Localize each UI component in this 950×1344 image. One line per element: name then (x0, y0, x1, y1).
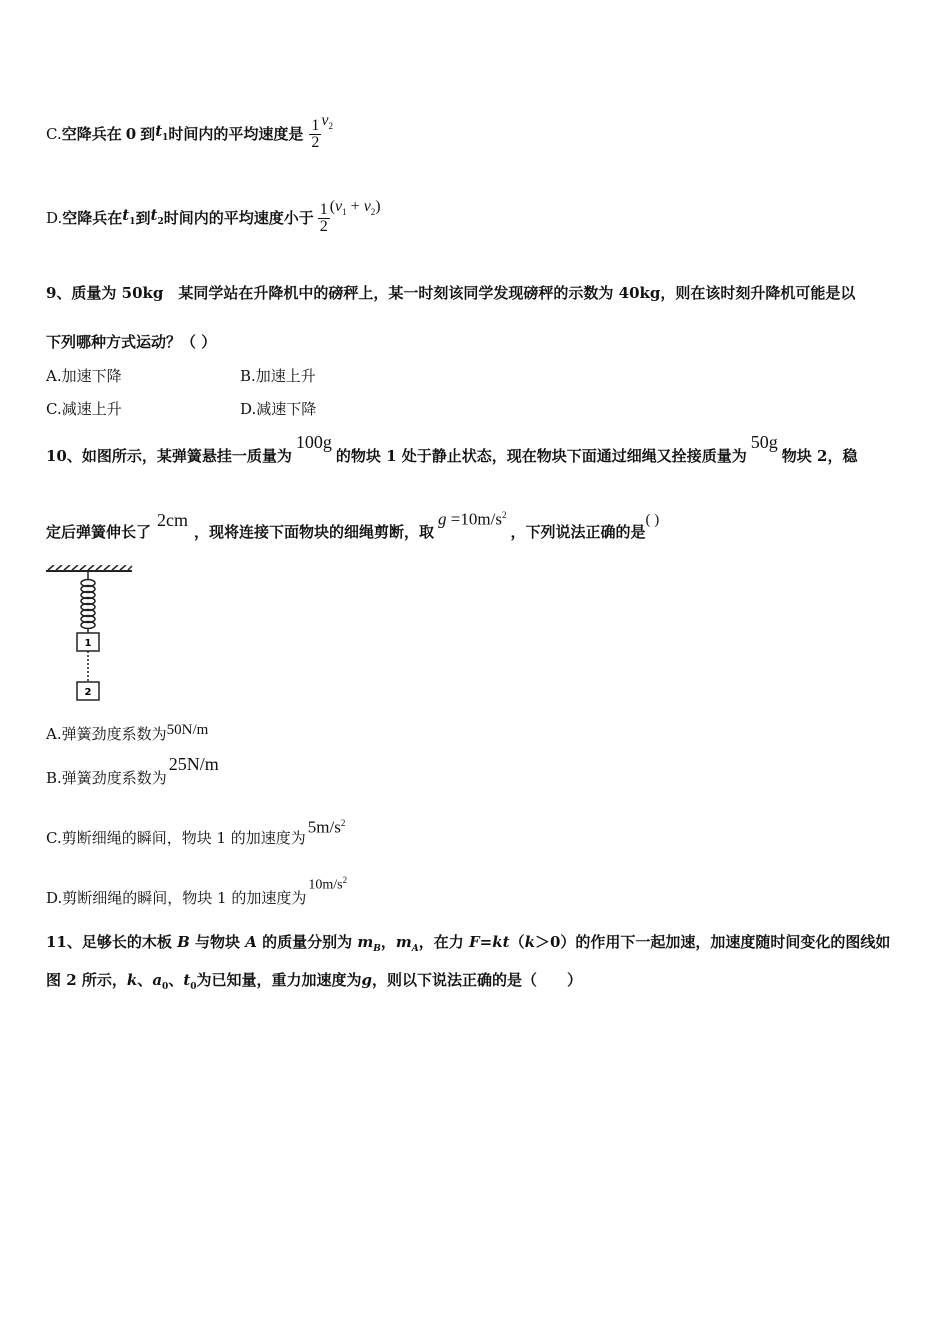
q8-option-d: D. 空降兵在 $t_1$ 到 $t_2$ 时间内的平均速度小于 $\frac{1}{2}$ $(v_1 + v_2)$ (46, 198, 381, 235)
q9-stem-line2: 下列哪种方式运动？（ ） (46, 333, 217, 351)
fraction-half: $\frac{1}{2}$ (311, 116, 320, 151)
block-1-label: 1 (84, 638, 92, 649)
q8-option-c: C. 空降兵在 0 到 $t_1$ 时间内的平均速度是 $\frac{1}{2}$ $v_2$ (46, 112, 334, 151)
q9-option-c: C.减速上升 (46, 400, 122, 418)
q9-option-d: D.减速下降 (240, 400, 317, 418)
q10-option-d: D.剪断细绳的瞬间，物块 1 的加速度为 $10m/s^2$ (46, 875, 348, 907)
spring-block-figure (44, 565, 136, 705)
q11-stem-line1: 11、足够长的木板 B 与物块 A 的质量分别为 $m_B$，$m_A$，在力 F=kt（k＞0）的作用下一起加速，加速度随时间变化的图线如 (46, 933, 891, 954)
q11-stem-line2: 图 2 所示，k、$a_0$、$t_0$为已知量，重力加速度为g，则以下说法正确的是（ ） (46, 971, 583, 992)
fraction-half: $\frac{1}{2}$ (319, 200, 328, 235)
option-label: D. (46, 209, 63, 227)
q10-option-b: B.弹簧劲度系数为 25N/m (46, 754, 219, 787)
q9-option-b: B.加速上升 (240, 367, 316, 385)
ceiling (46, 565, 132, 571)
q9-stem-line1: 9、质量为 50kg 某同学站在升降机中的磅秤上，某一时刻该同学发现磅秤的示数为 40kg，则在该时刻升降机可能是以 (46, 284, 856, 302)
spring (81, 571, 95, 633)
q10-option-c: C.剪断细绳的瞬间，物块 1 的加速度为 $5m/s^2$ (46, 818, 346, 847)
block-2-label: 2 (84, 687, 92, 698)
q10-stem-line2: 定后弹簧伸长了 2cm ，现将连接下面物块的细绳剪断，取 $g =10m/s^2$ ，下列说法正确的是 ( ) (46, 510, 660, 541)
q10-option-a: A.弹簧劲度系数为 50N/m (46, 722, 209, 743)
q9-option-a: A.加速下降 (46, 367, 122, 385)
q10-stem-line1: 10、如图所示，某弹簧悬挂一质量为 100g 的物块 1 处于静止状态，现在物块下面通过细绳又拴接质量为 50g 物块 2，稳 (46, 432, 858, 465)
option-label: C. (46, 125, 62, 143)
